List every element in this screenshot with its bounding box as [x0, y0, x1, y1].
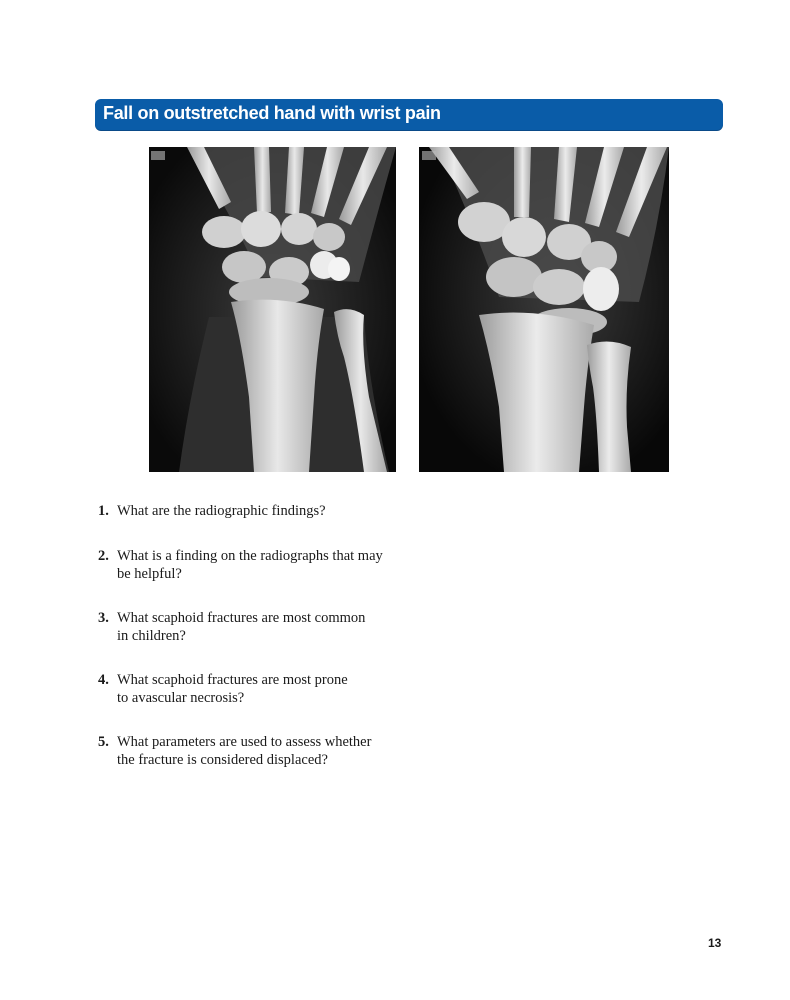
- question-item: [98, 671, 348, 707]
- question-text: [117, 671, 348, 707]
- question-text: [117, 733, 371, 769]
- question-text: [117, 547, 383, 583]
- question-number: 4.: [98, 672, 109, 688]
- question-item: [98, 733, 371, 769]
- question-text: [117, 502, 326, 520]
- section-title-bar: [95, 99, 723, 130]
- wrist-radiograph-pa: [149, 147, 396, 472]
- wrist-radiograph-oblique: [419, 147, 669, 472]
- question-number: 2.: [98, 548, 109, 564]
- page-number: 13: [708, 936, 722, 950]
- question-number: 3.: [98, 610, 109, 626]
- question-line: the fracture is considered displaced?: [117, 752, 328, 768]
- question-item: [98, 609, 365, 645]
- question-line: What scaphoid fractures are most common: [117, 610, 366, 626]
- question-line: What parameters are used to assess whether: [117, 734, 372, 750]
- question-line: What scaphoid fractures are most prone: [117, 672, 348, 688]
- question-number: 1.: [98, 503, 109, 519]
- question-line: in children?: [117, 628, 186, 644]
- question-number: 5.: [98, 734, 109, 750]
- page-title: Fall on outstretched hand with wrist pain: [103, 103, 441, 123]
- question-line: What is a finding on the radiographs that may: [117, 548, 383, 564]
- question-line: What are the radiographic findings?: [117, 503, 326, 519]
- question-item: [98, 547, 383, 583]
- question-text: [117, 609, 365, 645]
- question-item: [98, 502, 326, 520]
- question-line: to avascular necrosis?: [117, 690, 245, 706]
- question-line: be helpful?: [117, 566, 182, 582]
